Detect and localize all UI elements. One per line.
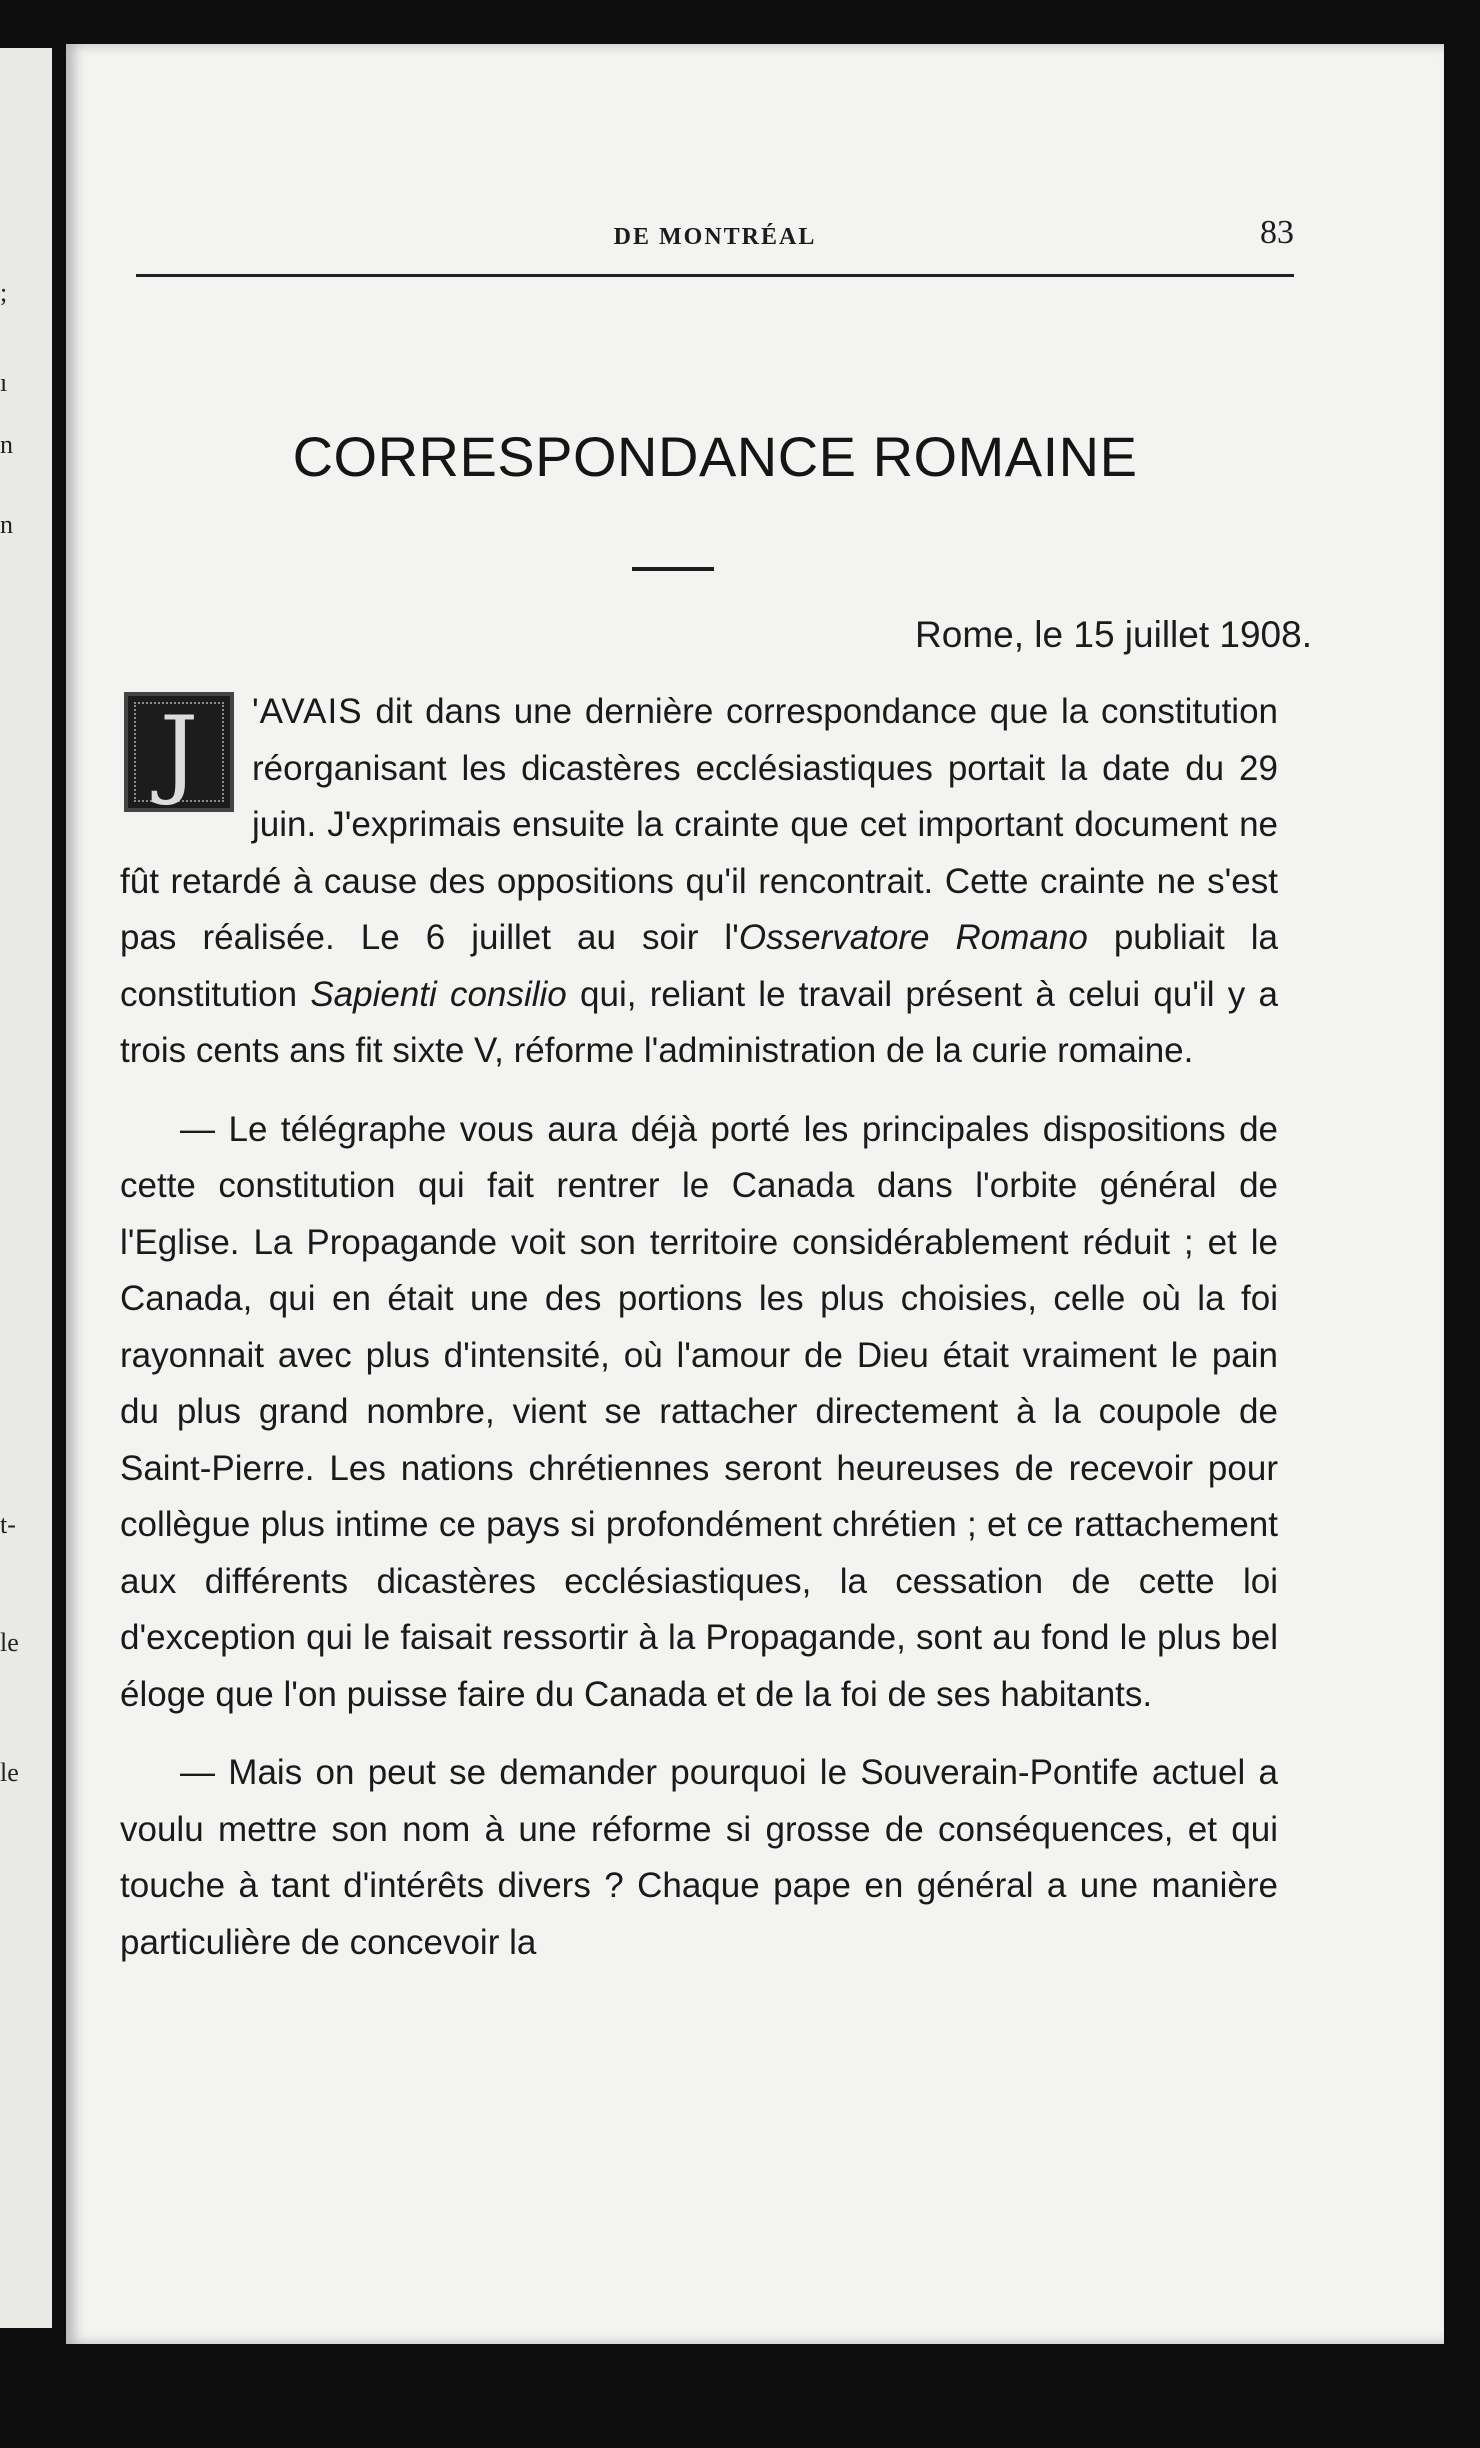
adjacent-page-text: n (0, 510, 13, 539)
article-title: CORRESPONDANCE ROMAINE (292, 425, 1138, 488)
italic-title: Osservatore Romano (738, 918, 1088, 957)
paragraph-text: qui, reliant le travail présent à celui qu'il y a trois cents ans fit sixte V, réforme l'administration de la curie romaine. (120, 974, 1279, 1070)
adjacent-page-text: le (0, 1758, 19, 1787)
paragraph-text: publiait la constitution (120, 918, 1279, 1014)
page-number: 83 (1260, 214, 1294, 251)
running-head: DE MONTRÉAL (613, 224, 817, 250)
first-word: 'AVAIS (252, 692, 363, 731)
paragraph: — Mais on peut se demander pourquoi le Souverain-Pontife actuel a voulu mettre son nom à une réforme si grosse de conséquences, et qui touche à tant d'intérêts divers ? Chaque pape en général a une manière particulière de concevoir la (120, 1753, 1278, 1962)
adjacent-page-text: n (0, 430, 13, 459)
adjacent-page (0, 48, 52, 2328)
paragraph (120, 684, 1278, 1080)
page-header (136, 214, 1294, 277)
paragraph-text: dit dans une dernière correspondance que la constitution réorganisant les dicastères ecclésiastiques portait la date du 29 juin. J'exprimais ensuite la crainte que cet important document ne fût retardé à cause des oppositions qu'il rencontrait. Cette crainte ne s'est pas réalisée. Le 6 juillet au soir l' (120, 692, 1278, 957)
ornamental-dropcap (124, 692, 234, 812)
title-rule (632, 567, 714, 571)
italic-title: Sapienti consilio (310, 974, 567, 1014)
dropcap-letter: J (159, 696, 199, 808)
paragraph: — Le télégraphe vous aura déjà porté les principales dispositions de cette constitution qui fait rentrer le Canada dans l'orbite général de l'Eglise. La Propagande voit son territoire considérablement réduit ; et le Canada, qui en était une des portions les plus choisies, celle où la foi rayonnait avec plus d'intensité, où l'amour de Dieu était vraiment le pain du plus grand nombre, vient se rattacher directement à la coupole de Saint-Pierre. Les nations chrétiennes seront heureuses de recevoir pour collègue plus intime ce pays si profondément chrétien ; et ce rattachement aux différents dicastères ecclésiastiques, la cessation de cette loi d'exception qui le faisait ressortir à la Propagande, sont au fond le plus bel éloge que l'on puisse faire du Canada et de la foi de ses habitants. (120, 1109, 1278, 1714)
book-page (66, 44, 1444, 2344)
adjacent-page-text: t- (0, 1510, 16, 1539)
article-body (120, 684, 1278, 1993)
dateline: Rome, le 15 juillet 1908. (915, 614, 1312, 655)
adjacent-page-text: ı (0, 368, 8, 397)
adjacent-page-text: ; (0, 278, 8, 307)
adjacent-page-text: le (0, 1628, 19, 1657)
